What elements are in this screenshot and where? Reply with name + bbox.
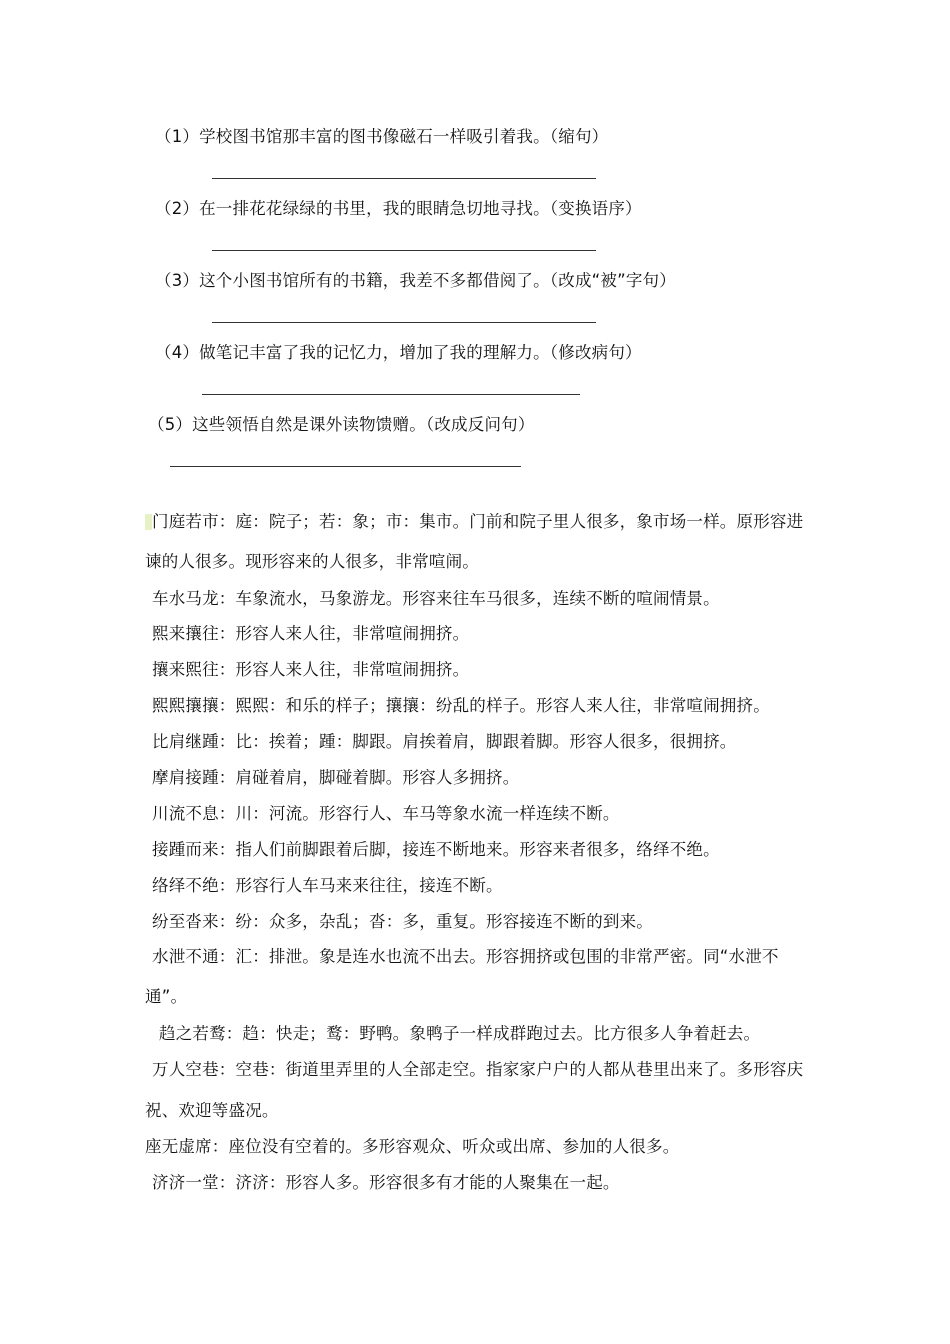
exercise-2: （2）在一排花花绿绿的书里，我的眼睛急切地寻找。（变换语序） [155,199,642,218]
idiom-line: 万人空巷：空巷：街道里弄里的人全部走空。指家家户户的人都从巷里出来了。多形容庆 [152,1060,804,1079]
idiom-line: 门庭若市：庭：院子；若：象；市：集市。门前和院子里人很多，象市场一样。原形容进 [152,512,804,531]
idiom-line: 摩肩接踵：肩碰着肩，脚碰着脚。形容人多拥挤。 [152,768,520,787]
idiom-line: 熙熙攘攘：熙熙：和乐的样子；攘攘：纷乱的样子。形容人来人往，非常喧闹拥挤。 [152,696,770,715]
answer-line-1 [212,178,596,179]
idiom-line: 比肩继踵：比：挨着；踵：脚跟。肩挨着肩，脚跟着脚。形容人很多，很拥挤。 [152,732,737,751]
highlight-mark [145,514,152,530]
idiom-line: 座无虚席：座位没有空着的。多形容观众、听众或出席、参加的人很多。 [145,1137,680,1156]
idiom-line: 车水马龙：车象流水，马象游龙。形容来往车马很多，连续不断的喧闹情景。 [152,589,720,608]
idiom-line: 通”。 [145,987,188,1006]
exercise-3: （3）这个小图书馆所有的书籍，我差不多都借阅了。（改成“被”字句） [155,271,676,290]
answer-line-4 [202,394,580,395]
idiom-line: 纷至沓来：纷：众多，杂乱；沓：多，重复。形容接连不断的到来。 [152,912,653,931]
idiom-line: 熙来攘往：形容人来人往，非常喧闹拥挤。 [152,624,470,643]
answer-line-3 [212,322,596,323]
idiom-line: 水泄不通：汇：排泄。象是连水也流不出去。形容拥挤或包围的非常严密。同“水泄不 [152,947,779,966]
idiom-line: 接踵而来：指人们前脚跟着后脚，接连不断地来。形容来者很多，络绎不绝。 [152,840,720,859]
answer-line-2 [212,250,596,251]
idiom-line: 川流不息：川：河流。形容行人、车马等象水流一样连续不断。 [152,804,620,823]
idiom-line: 谏的人很多。现形容来的人很多，非常喧闹。 [145,552,479,571]
exercise-4: （4）做笔记丰富了我的记忆力，增加了我的理解力。（修改病句） [155,343,642,362]
idiom-line: 祝、欢迎等盛况。 [145,1101,279,1120]
idiom-line: 攘来熙往：形容人来人往，非常喧闹拥挤。 [152,660,470,679]
answer-line-5 [170,466,521,467]
idiom-line: 济济一堂：济济：形容人多。形容很多有才能的人聚集在一起。 [152,1173,620,1192]
idiom-line: 趋之若鹜：趋：快走；鹜：野鸭。象鸭子一样成群跑过去。比方很多人争着赶去。 [159,1024,761,1043]
exercise-5: （5）这些领悟自然是课外读物馈赠。（改成反问句） [148,415,535,434]
idiom-line: 络绎不绝：形容行人车马来来往往，接连不断。 [152,876,503,895]
exercise-1: （1）学校图书馆那丰富的图书像磁石一样吸引着我。（缩句） [155,127,609,146]
